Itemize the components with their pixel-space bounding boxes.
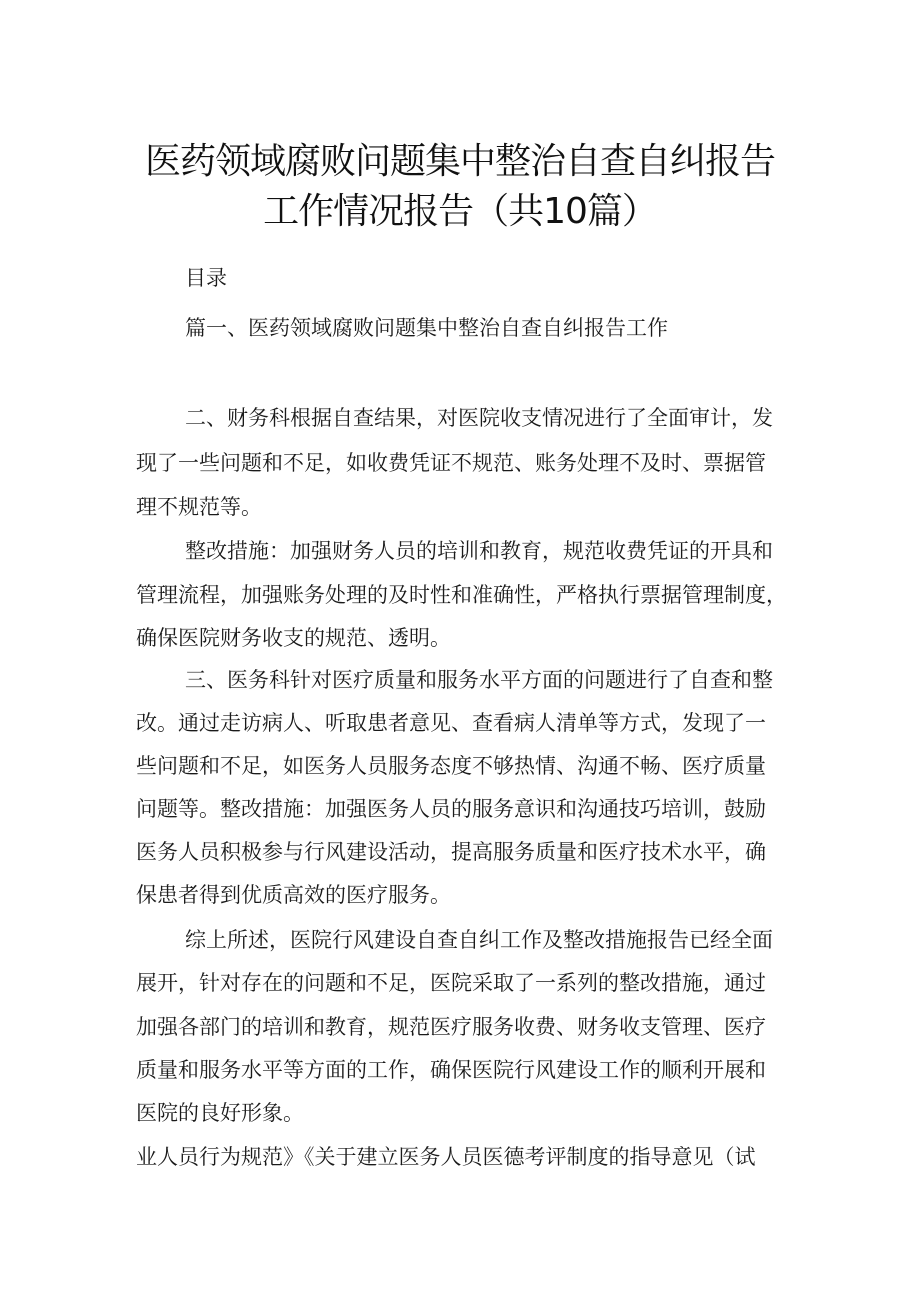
document-title-line-1: 医药领域腐败问题集中整治自查自纠报告 [144, 141, 775, 182]
body-line: 现了一些问题和不足，如收费凭证不规范、账务处理不及时、票据管 [136, 451, 766, 475]
body-line: 综上所述，医院行风建设自查自纠工作及整改措施报告已经全面 [185, 928, 773, 952]
toc-heading: 目录 [185, 266, 227, 290]
toc-item: 篇一、医药领域腐败问题集中整治自查自纠报告工作 [185, 316, 668, 340]
body-line: 问题等。整改措施：加强医务人员的服务意识和沟通技巧培训，鼓励 [136, 797, 766, 821]
body-line: 整改措施：加强财务人员的培训和教育，规范收费凭证的开具和 [185, 539, 773, 563]
document-title-line-2: 工作情况报告（共10篇） [263, 191, 657, 232]
body-line: 改。通过走访病人、听取患者意见、查看病人清单等方式，发现了一 [136, 711, 766, 735]
body-line: 理不规范等。 [136, 495, 262, 519]
body-line: 质量和服务水平等方面的工作，确保医院行风建设工作的顺利开展和 [136, 1058, 766, 1082]
body-line: 医务人员积极参与行风建设活动，提高服务质量和医疗技术水平，确 [136, 840, 766, 864]
body-line: 二、财务科根据自查结果，对医院收支情况进行了全面审计，发 [185, 406, 773, 430]
body-line: 确保医院财务收支的规范、透明。 [136, 626, 451, 650]
body-line: 医院的良好形象。 [136, 1101, 304, 1125]
body-line: 保患者得到优质高效的医疗服务。 [136, 883, 451, 907]
body-line: 展开，针对存在的问题和不足，医院采取了一系列的整改措施，通过 [136, 971, 766, 995]
body-line: 管理流程，加强账务处理的及时性和准确性，严格执行票据管理制度， [136, 583, 787, 607]
body-line: 些问题和不足，如医务人员服务态度不够热情、沟通不畅、医疗质量 [136, 754, 766, 778]
body-line: 三、医务科针对医疗质量和服务水平方面的问题进行了自查和整 [185, 668, 773, 692]
body-line: 加强各部门的培训和教育，规范医疗服务收费、财务收支管理、医疗 [136, 1015, 766, 1039]
body-line: 业人员行为规范》《关于建立医务人员医德考评制度的指导意见（试 [136, 1145, 756, 1169]
